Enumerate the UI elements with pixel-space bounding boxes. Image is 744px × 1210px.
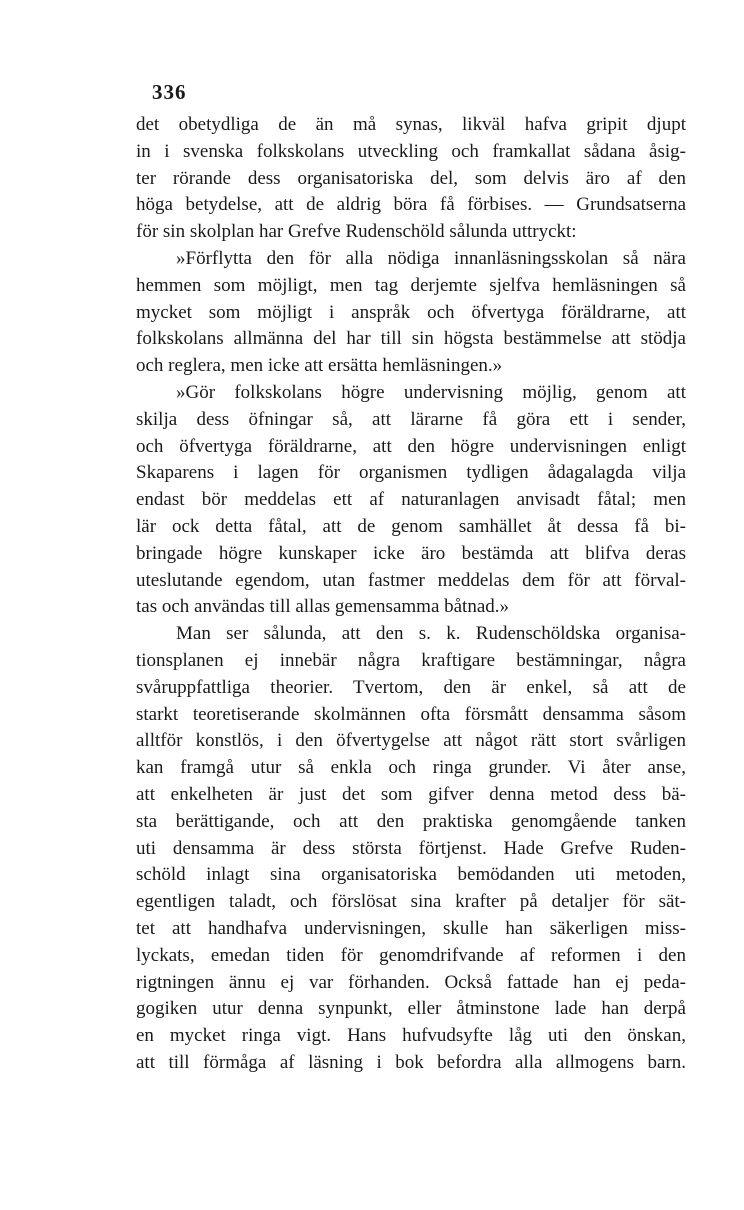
quote-line: lär ock detta fåtal, att de genom samhället åt dessa få bi- xyxy=(136,515,686,537)
text-line: det obetydliga de än må synas, likväl hafva gripit djupt xyxy=(136,114,686,135)
text-line: sta berättigande, och att den praktiska genomgående tanken xyxy=(136,810,686,832)
text-line: för sin skolplan har Grefve Rudenschöld sålunda uttryckt: xyxy=(136,221,577,243)
text-line: att enkelheten är just det som gifver denna metod dess bä- xyxy=(136,783,686,805)
text-line: in i svenska folkskolans utveckling och framkallat sådana åsig- xyxy=(136,140,686,162)
quote-line: hemmen som möjligt, men tag derjemte sjelfva hemläsningen så xyxy=(136,274,686,296)
quote-line: endast bör meddelas ett af naturanlagen anvisadt fåtal; men xyxy=(136,489,686,511)
text-line: starkt teoretiserande skolmännen ofta försmått densamma såsom xyxy=(136,703,686,725)
quote-line: och öfvertyga föräldrarne, att den högre undervisningen enligt xyxy=(136,435,686,457)
text-line: egentligen taladt, och förslösat sina krafter på detaljer för sät- xyxy=(136,891,686,913)
quote-line: skilja dess öfningar så, att lärarne få göra ett i sender, xyxy=(136,408,686,430)
quote-line: »Förflytta den för alla nödiga innanläsningsskolan så nära xyxy=(176,247,686,269)
text-line: svåruppfattliga theorier. Tvertom, den är enkel, så att de xyxy=(136,676,686,698)
quote-line: folkskolans allmänna del har till sin högsta bestämmelse att stödja xyxy=(136,328,686,350)
quote-line: uteslutande egendom, utan fastmer meddelas dem för att förval- xyxy=(136,569,686,591)
quote-line: tas och användas till allas gemensamma båtnad.» xyxy=(136,596,510,618)
quote-line: bringade högre kunskaper icke äro bestämda att blifva deras xyxy=(136,542,686,564)
text-line: uti densamma är dess största förtjenst. Hade Grefve Ruden- xyxy=(136,837,686,859)
text-line: Man ser sålunda, att den s. k. Rudenschöldska organisa- xyxy=(176,623,686,645)
text-line: alltför konstlös, i den öfvertygelse att något rätt stort svårligen xyxy=(136,730,686,752)
text-line: ter rörande dess organisatoriska del, som delvis äro af den xyxy=(136,167,686,189)
text-line: schöld inlagt sina organisatoriska bemödanden uti metoden, xyxy=(136,864,686,886)
text-line: tionsplanen ej innebär några kraftigare bestämningar, några xyxy=(136,649,686,671)
quote-line: mycket som möjligt i anspråk och öfvertyga föräldrarne, att xyxy=(136,301,686,323)
text-line: att till förmåga af läsning i bok befordra alla allmogens barn. xyxy=(136,1051,686,1073)
quote-line: och reglera, men icke att ersätta hemläsningen.» xyxy=(136,355,503,377)
quote-line: »Gör folkskolans högre undervisning möjlig, genom att xyxy=(176,381,686,403)
body-text xyxy=(136,112,686,1077)
text-line: tet att handhafva undervisningen, skulle han säkerligen miss- xyxy=(136,917,686,939)
quote-line: Skaparens i lagen för organismen tydligen ådagalagda vilja xyxy=(136,462,686,484)
page-number: 336 xyxy=(152,80,187,104)
text-line: höga betydelse, att de aldrig böra få förbises. — Grundsatserna xyxy=(136,194,686,216)
text-line: lyckats, emedan tiden för genomdrifvande af reformen i den xyxy=(136,944,686,966)
text-line: rigtningen ännu ej var förhanden. Också fattade han ej peda- xyxy=(136,971,686,993)
text-line: en mycket ringa vigt. Hans hufvudsyfte låg uti den önskan, xyxy=(136,1025,686,1047)
text-line: kan framgå utur så enkla och ringa grunder. Vi åter anse, xyxy=(136,757,686,779)
text-line: gogiken utur denna synpunkt, eller åtminstone lade han derpå xyxy=(136,998,686,1020)
